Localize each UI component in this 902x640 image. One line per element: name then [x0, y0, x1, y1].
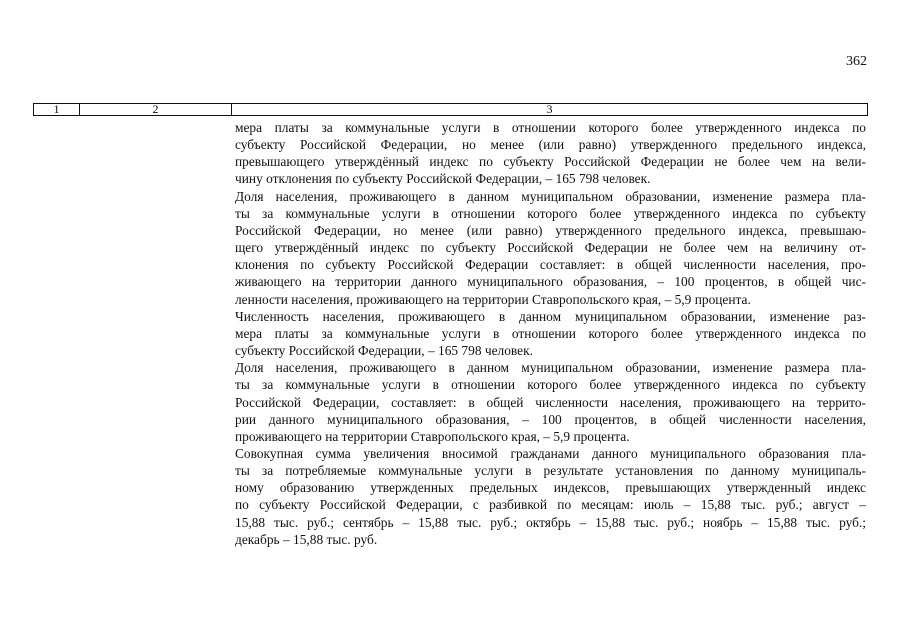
paragraph: [235, 188, 866, 308]
paragraph: [235, 308, 866, 359]
paragraph-line: ты за коммунальные услуги в отношении которого более утвержденного индекса по субъекту: [235, 205, 866, 221]
column-3-content: [235, 119, 866, 548]
column-1-header: 1: [34, 104, 80, 115]
paragraph-line: щего утверждённый индекс по субъекту Российской Федерации не более чем на величину от-: [235, 240, 866, 256]
paragraph: [235, 119, 866, 188]
page-number: 362: [846, 54, 867, 69]
paragraph-line: ному образованию утвержденных предельных индексов, превышающих утвержденный индекс: [235, 480, 866, 496]
paragraph-line: мера платы за коммунальные услуги в отношении которого более утвержденного индекса по: [235, 120, 866, 135]
paragraph-line: мера платы за коммунальные услуги в отношении которого более утвержденного индекса по: [235, 325, 866, 341]
paragraph-line: Доля населения, проживающего в данном муниципальном образовании, изменение размера пла-: [235, 360, 866, 376]
paragraph-line: декабрь – 15,88 тыс. руб.: [235, 531, 378, 547]
paragraph-line: ты за потребляемые коммунальные услуги в результате установления по данному муниципаль-: [235, 463, 866, 479]
paragraph-line: Совокупная сумма увеличения вносимой гражданами данного муниципального образования пла-: [235, 445, 866, 461]
paragraph-line: субъекту Российской Федерации, но менее (или равно) утвержденного предельного индекса,: [235, 137, 866, 153]
paragraph-line: Численность населения, проживающего в данном муниципальном образовании, изменение раз-: [235, 308, 866, 324]
paragraph-line: 15,88 тыс. руб.; сентябрь – 15,88 тыс. руб.; октябрь – 15,88 тыс. руб.; ноябрь – 15,88 тыс. руб.;: [235, 514, 866, 530]
paragraph-line: Российской Федерации, составляет: в общей численности населения, проживающего на террито-: [235, 394, 866, 410]
paragraph-line: Доля населения, проживающего в данном муниципальном образовании, изменение размера пла-: [235, 188, 866, 204]
paragraph-line: ты за коммунальные услуги в отношении которого более утвержденного индекса по субъекту: [235, 377, 866, 393]
paragraph-line: чину отклонения по субъекту Российской Федерации, – 165 798 человек.: [235, 171, 651, 187]
paragraph-line: превышающего утверждённый индекс по субъекту Российской Федерации не более чем на вели-: [235, 154, 866, 170]
paragraph-line: живающего на территории данного муниципального образования, – 100 процентов, в общей чис-: [235, 274, 866, 290]
paragraph-line: рии данного муниципального образования, – 100 процентов, в общей численности населения,: [235, 411, 866, 427]
paragraph-line: проживающего на территории Ставропольского края, – 5,9 процента.: [235, 428, 630, 444]
paragraph: [235, 359, 866, 445]
paragraph: [235, 445, 866, 548]
table-header-row: [33, 103, 868, 116]
paragraph-line: субъекту Российской Федерации, – 165 798 человек.: [235, 343, 533, 359]
column-2-header: 2: [80, 104, 232, 115]
paragraph-line: Российской Федерации, но менее (или равно) утвержденного предельного индекса, превышаю-: [235, 222, 866, 238]
paragraph-line: ленности населения, проживающего на территории Ставропольского края, – 5,9 процента.: [235, 291, 751, 307]
paragraph-line: клонения по субъекту Российской Федерации составляет: в общей численности населения, про-: [235, 257, 866, 273]
column-3-header: 3: [546, 102, 553, 116]
paragraph-line: по субъекту Российской Федерации, с разбивкой по месяцам: июль – 15,88 тыс. руб.; август –: [235, 497, 866, 513]
